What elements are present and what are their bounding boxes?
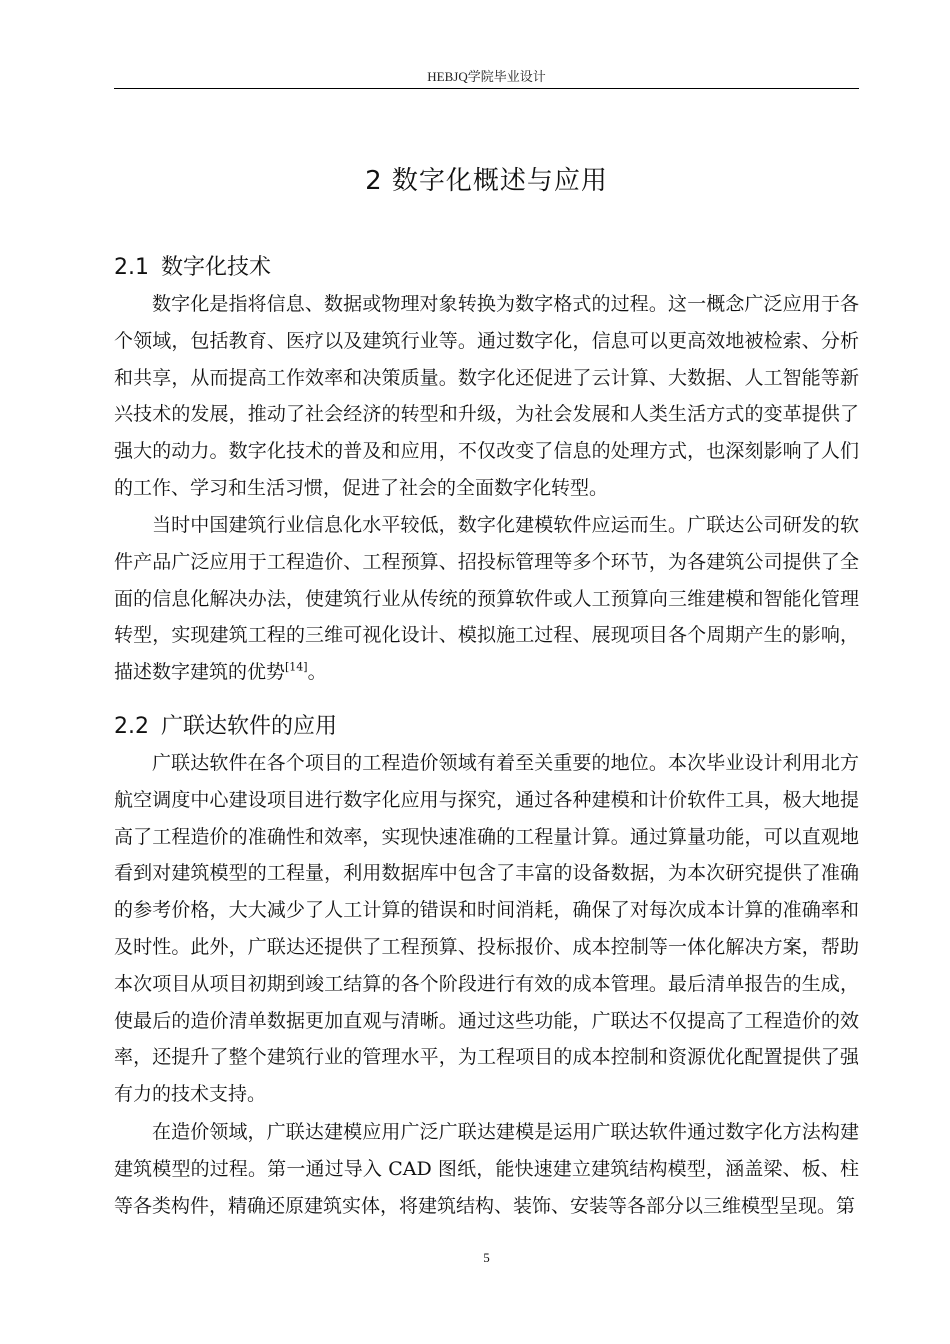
section-title: 广联达软件的应用 <box>161 714 338 739</box>
chapter-title: 2 数字化概述与应用 <box>365 166 608 196</box>
citation-ref: [14] <box>285 660 308 674</box>
paragraph-tail: 。 <box>307 661 327 684</box>
running-header: HEBJQ学院毕业设计 <box>427 69 546 84</box>
paragraph-with-citation <box>114 507 859 691</box>
section-number: 2.1 <box>114 255 149 280</box>
paragraph: 在造价领域，广联达建模应用广泛广联达建模是运用广联达软件通过数字化方法构建建筑模型的过程。第一通过导入 CAD 图纸，能快速建立建筑结构模型，涵盖梁、板、柱等各类构件，精确还原建筑实体，将建筑结构、装饰、安装等各部分以三维模型呈现。第 <box>114 1121 859 1217</box>
section-heading-2-1 <box>114 250 271 281</box>
section-number: 2.2 <box>114 714 149 739</box>
paragraph-text: 当时中国建筑行业信息化水平较低，数字化建模软件应运而生。广联达公司研发的软件产品广泛应用于工程造价、工程预算、招投标管理等多个环节，为各建筑公司提供了全面的信息化解决办法，使建筑行业从传统的预算软件或人工预算向三维建模和智能化管理转型，实现建筑工程的三维可视化设计、模拟施工过程、展现项目各个周期产生的影响，描述数字建筑的优势 <box>114 514 859 684</box>
page-number: 5 <box>483 1250 490 1265</box>
header-divider <box>114 88 859 89</box>
paragraph: 数字化是指将信息、数据或物理对象转换为数字格式的过程。这一概念广泛应用于各个领域，包括教育、医疗以及建筑行业等。通过数字化，信息可以更高效地被检索、分析和共享，从而提高工作效率和决策质量。数字化还促进了云计算、大数据、人工智能等新兴技术的发展，推动了社会经济的转型和升级，为社会发展和人类生活方式的变革提供了强大的动力。数字化技术的普及和应用，不仅改变了信息的处理方式，也深刻影响了人们的工作、学习和生活习惯，促进了社会的全面数字化转型。 <box>114 293 859 499</box>
section-heading-2-2 <box>114 709 337 740</box>
paragraph: 广联达软件在各个项目的工程造价领域有着至关重要的地位。本次毕业设计利用北方航空调度中心建设项目进行数字化应用与探究，通过各种建模和计价软件工具，极大地提高了工程造价的准确性和效率，实现快速准确的工程量计算。通过算量功能，可以直观地看到对建筑模型的工程量，利用数据库中包含了丰富的设备数据，为本次研究提供了准确的参考价格，大大减少了人工计算的错误和时间消耗，确保了对每次成本计算的准确率和及时性。此外，广联达还提供了工程预算、投标报价、成本控制等一体化解决方案，帮助本次项目从项目初期到竣工结算的各个阶段进行有效的成本管理。最后清单报告的生成，使最后的造价清单数据更加直观与清晰。通过这些功能，广联达不仅提高了工程造价的效率，还提升了整个建筑行业的管理水平，为工程项目的成本控制和资源优化配置提供了强有力的技术支持。 <box>114 752 859 1106</box>
section-title: 数字化技术 <box>161 255 272 280</box>
